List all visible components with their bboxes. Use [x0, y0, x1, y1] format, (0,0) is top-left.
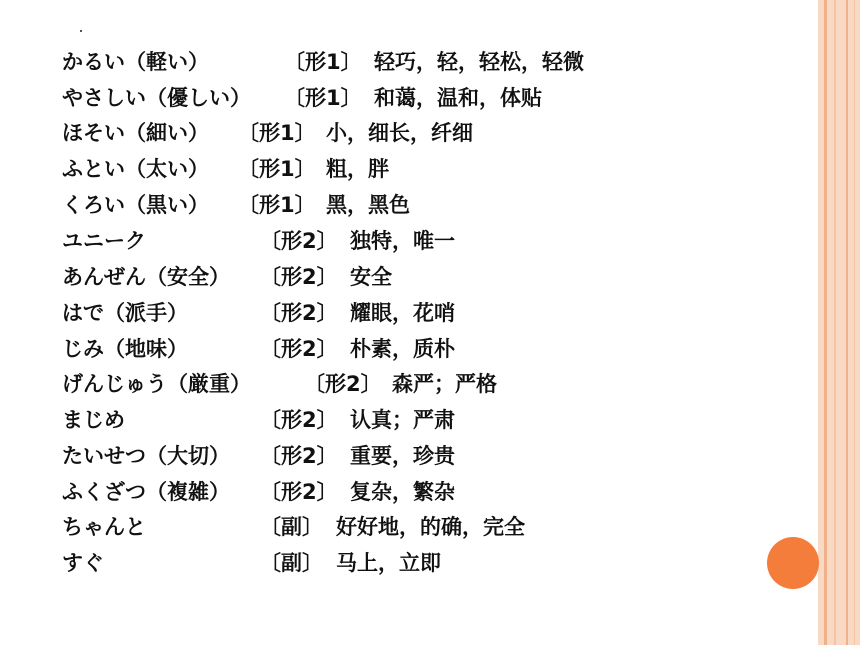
vocab-meaning: 马上，立即	[336, 551, 441, 575]
vocab-meaning: 重要，珍贵	[350, 444, 455, 468]
vocab-pos: 〔副〕	[260, 551, 323, 575]
vocab-meaning: 森严；严格	[392, 372, 497, 396]
vocab-meaning: 复杂，繁杂	[350, 480, 455, 504]
side-decoration-line	[846, 0, 848, 645]
side-decoration-line	[854, 0, 855, 645]
vocab-pos: 〔形1〕	[238, 193, 316, 217]
vocab-word: やさしい（優しい）	[62, 86, 251, 110]
vocab-word: あんぜん（安全）	[62, 265, 230, 289]
vocab-meaning: 安全	[350, 265, 392, 289]
vocab-word: くろい（黒い）	[62, 193, 209, 217]
vocab-meaning: 轻巧，轻，轻松，轻微	[374, 50, 584, 74]
vocab-pos: 〔形2〕	[260, 408, 338, 432]
vocab-pos: 〔形2〕	[260, 480, 338, 504]
vocab-word: かるい（軽い）	[62, 50, 209, 74]
vocab-word: げんじゅう（厳重）	[62, 372, 251, 396]
vocab-meaning: 朴素，质朴	[350, 337, 455, 361]
vocab-meaning: 小，细长，纤细	[326, 121, 473, 145]
vocab-meaning: 耀眼，花哨	[350, 301, 455, 325]
vocab-pos: 〔形2〕	[260, 229, 338, 253]
vocab-word: じみ（地味）	[62, 337, 188, 361]
vocab-pos: 〔形2〕	[260, 444, 338, 468]
vocab-meaning: 和蔼，温和，体贴	[374, 86, 542, 110]
vocab-word: たいせつ（大切）	[62, 444, 230, 468]
side-decoration-line	[824, 0, 827, 645]
vocab-pos: 〔形2〕	[260, 301, 338, 325]
vocab-word: ちゃんと	[62, 515, 146, 539]
vocab-word: ふとい（太い）	[62, 157, 209, 181]
vocab-word: ユニーク	[62, 229, 146, 253]
vocab-pos: 〔形2〕	[260, 337, 338, 361]
vocab-word: はで（派手）	[62, 301, 188, 325]
vocab-meaning: 粗，胖	[326, 157, 389, 181]
vocab-pos: 〔形1〕	[284, 50, 362, 74]
vocab-pos: 〔副〕	[260, 515, 323, 539]
stray-dot	[80, 30, 82, 32]
vocab-word: ほそい（細い）	[62, 121, 209, 145]
vocab-meaning: 认真；严肃	[350, 408, 455, 432]
vocab-pos: 〔形2〕	[260, 265, 338, 289]
accent-circle	[767, 537, 819, 589]
vocab-meaning: 黑，黑色	[326, 193, 410, 217]
vocab-pos: 〔形1〕	[284, 86, 362, 110]
vocab-word: すぐ	[62, 551, 104, 575]
vocab-meaning: 独特，唯一	[350, 229, 455, 253]
vocab-pos: 〔形1〕	[238, 121, 316, 145]
side-decoration-line	[834, 0, 836, 645]
vocab-pos: 〔形1〕	[238, 157, 316, 181]
vocab-pos: 〔形2〕	[304, 372, 382, 396]
vocab-word: ふくざつ（複雑）	[62, 480, 230, 504]
vocab-meaning: 好好地，的确，完全	[336, 515, 525, 539]
vocab-word: まじめ	[62, 408, 125, 432]
